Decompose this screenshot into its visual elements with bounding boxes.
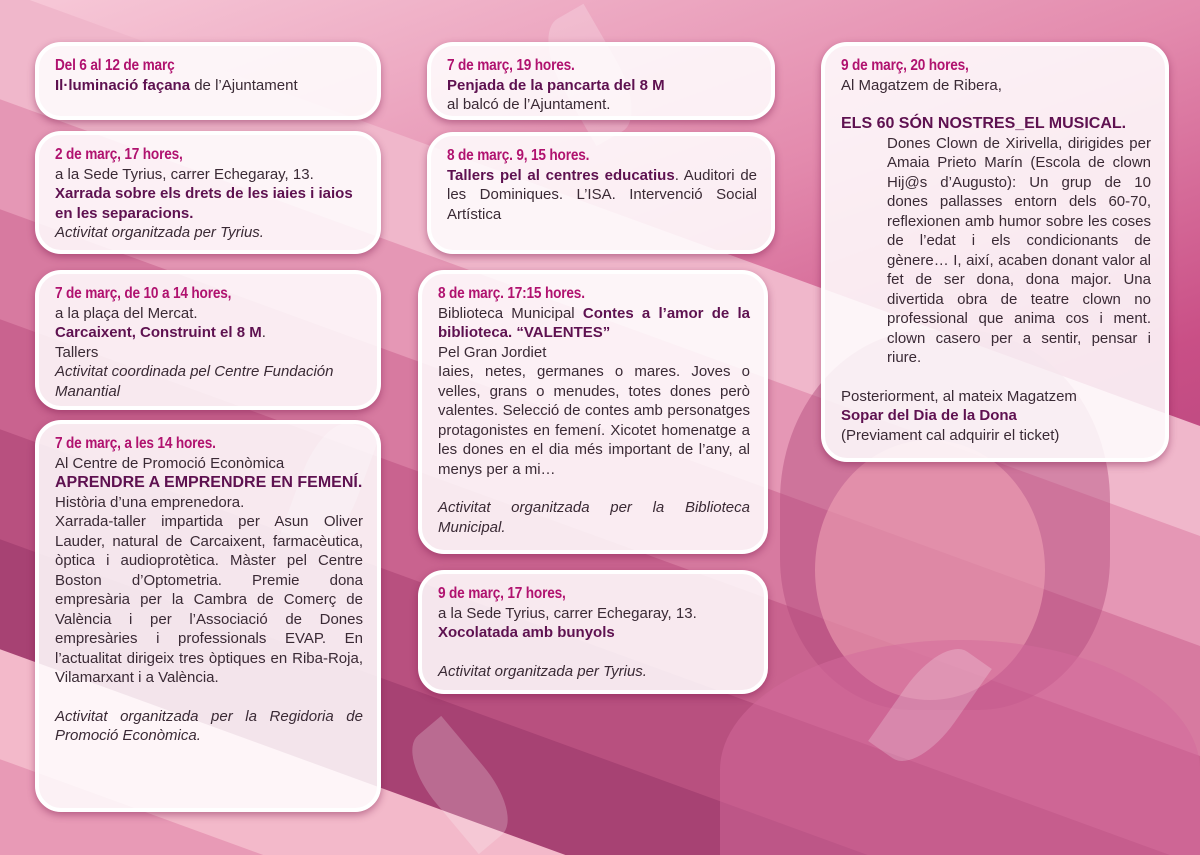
- event-body: Dones Clown de Xirivella, dirigides per Amaia Prieto Marín (Escola de clown Hij@s d’Augusto): Un grup de 10 dones pallasses entorn dels 60-70, reflexionen amb humor sobre les coses de l’edat i els condicionants de gènere… I, així, acaben donant valor al fet de ser dona, dona major. Una divertida obra de teatre clown no professional que anima cos i ment. clown casero per a sentir, pensar i riure.: [887, 134, 1151, 366]
- event-text: al balcó de l’Ajuntament.: [447, 96, 611, 113]
- event-card-banner: [427, 42, 775, 120]
- event-title: Penjada de la pancarta del 8 M: [447, 76, 665, 94]
- event-card-musical: [821, 42, 1169, 462]
- event-date: 8 de març. 17:15 hores.: [438, 285, 585, 302]
- event-card-facade-lighting: [35, 42, 381, 120]
- event-title: APRENDRE A EMPRENDRE EN FEMENÍ.: [55, 474, 363, 491]
- event-extra: Tallers: [55, 343, 99, 361]
- event-place: Al Magatzem de Ribera,: [841, 76, 1002, 94]
- event-card-valentes: [418, 270, 768, 554]
- event-title: Carcaixent, Construint el 8 M: [55, 324, 262, 341]
- event-organizer: Activitat organitzada per Tyrius.: [438, 662, 647, 680]
- event-card-school-workshops: [427, 132, 775, 254]
- event-card-construint-8m: [35, 270, 381, 410]
- event-text: de l’Ajuntament: [190, 76, 298, 94]
- event-organizer: Activitat organitzada per la Regidoria de Promoció Econòmica.: [55, 707, 363, 744]
- event-description: [447, 166, 757, 225]
- event-organizer: Activitat coordinada pel Centre Fundación Manantial: [55, 363, 334, 400]
- event-title: Contes a l’amor de la biblioteca. “VALENTES”: [438, 304, 750, 341]
- event-title: Il·luminació façana: [55, 76, 191, 94]
- event-subtitle: Pel Gran Jordiet: [438, 343, 547, 361]
- event-date: 2 de març, 17 hores,: [55, 146, 183, 163]
- event-card-grandparents-rights: [35, 131, 381, 254]
- event-title: Xarrada sobre els drets de les iaies i iaios en les separacions.: [55, 185, 353, 222]
- event-date: 9 de març, 17 hores,: [438, 585, 566, 602]
- event-place: a la Sede Tyrius, carrer Echegaray, 13.: [55, 165, 314, 183]
- event-date: 7 de març, a les 14 hores.: [55, 435, 216, 452]
- event-place: a la Sede Tyrius, carrer Echegaray, 13.: [438, 604, 697, 622]
- event-date: 8 de març. 9, 15 hores.: [447, 147, 590, 164]
- event-place: a la plaça del Mercat.: [55, 304, 198, 322]
- event-organizer: Activitat organitzada per Tyrius.: [55, 224, 264, 241]
- event-note: (Previament cal adquirir el ticket): [841, 426, 1060, 444]
- event-date: 9 de març, 20 hores,: [841, 57, 969, 74]
- event-extra: Posteriorment, al mateix Magatzem: [841, 387, 1077, 405]
- event-card-xocolatada: [418, 570, 768, 694]
- event-place: Biblioteca Municipal: [438, 304, 583, 322]
- event-organizer: Activitat organitzada per la Biblioteca Municipal.: [438, 499, 750, 536]
- event-body: Xarrada-taller impartida per Asun Oliver Lauder, natural de Carcaixent, farmacèutica, òptica i audioprotètica. Màster pel Centre Boston d’Optometria. Premie dona empresària per la Cambra de Comerç de València i per l’Associació de Dones empresàries i professionals EVAP. En l’actualitat dirigeix tres òptiques en Riba-Roja, Vilamarxant i a València.: [55, 513, 363, 686]
- event-date: 7 de març, de 10 a 14 hores,: [55, 285, 232, 302]
- event-place: Al Centre de Promoció Econòmica: [55, 454, 285, 472]
- event-date: 7 de març, 19 hores.: [447, 57, 575, 74]
- event-body: Iaies, netes, germanes o mares. Joves o velles, grans o menudes, totes dones però valentes. Selecció de contes amb personatges protagonistes en femení. Xicotet homenatge a les dones en el dia més important de l’any, al menys per a mi…: [438, 363, 750, 478]
- event-text: . Auditori de les Dominiques. L’ISA. Intervenció Social Artística: [447, 166, 758, 223]
- event-title: ELS 60 SÓN NOSTRES_EL MUSICAL.: [841, 115, 1127, 132]
- event-heading: [438, 304, 750, 343]
- event-title: Tallers pel al centres educatius: [447, 166, 675, 184]
- event-card-emprendre-femeni: [35, 420, 381, 812]
- event-date: Del 6 al 12 de març: [55, 57, 175, 74]
- event-title-suffix: .: [261, 324, 266, 341]
- event-title-secondary: Sopar del Dia de la Dona: [841, 407, 1017, 424]
- event-subtitle: Història d’una emprenedora.: [55, 493, 245, 511]
- event-description: [55, 76, 363, 96]
- event-title: Xocolatada amb bunyols: [438, 624, 615, 641]
- event-title-line: [55, 323, 363, 343]
